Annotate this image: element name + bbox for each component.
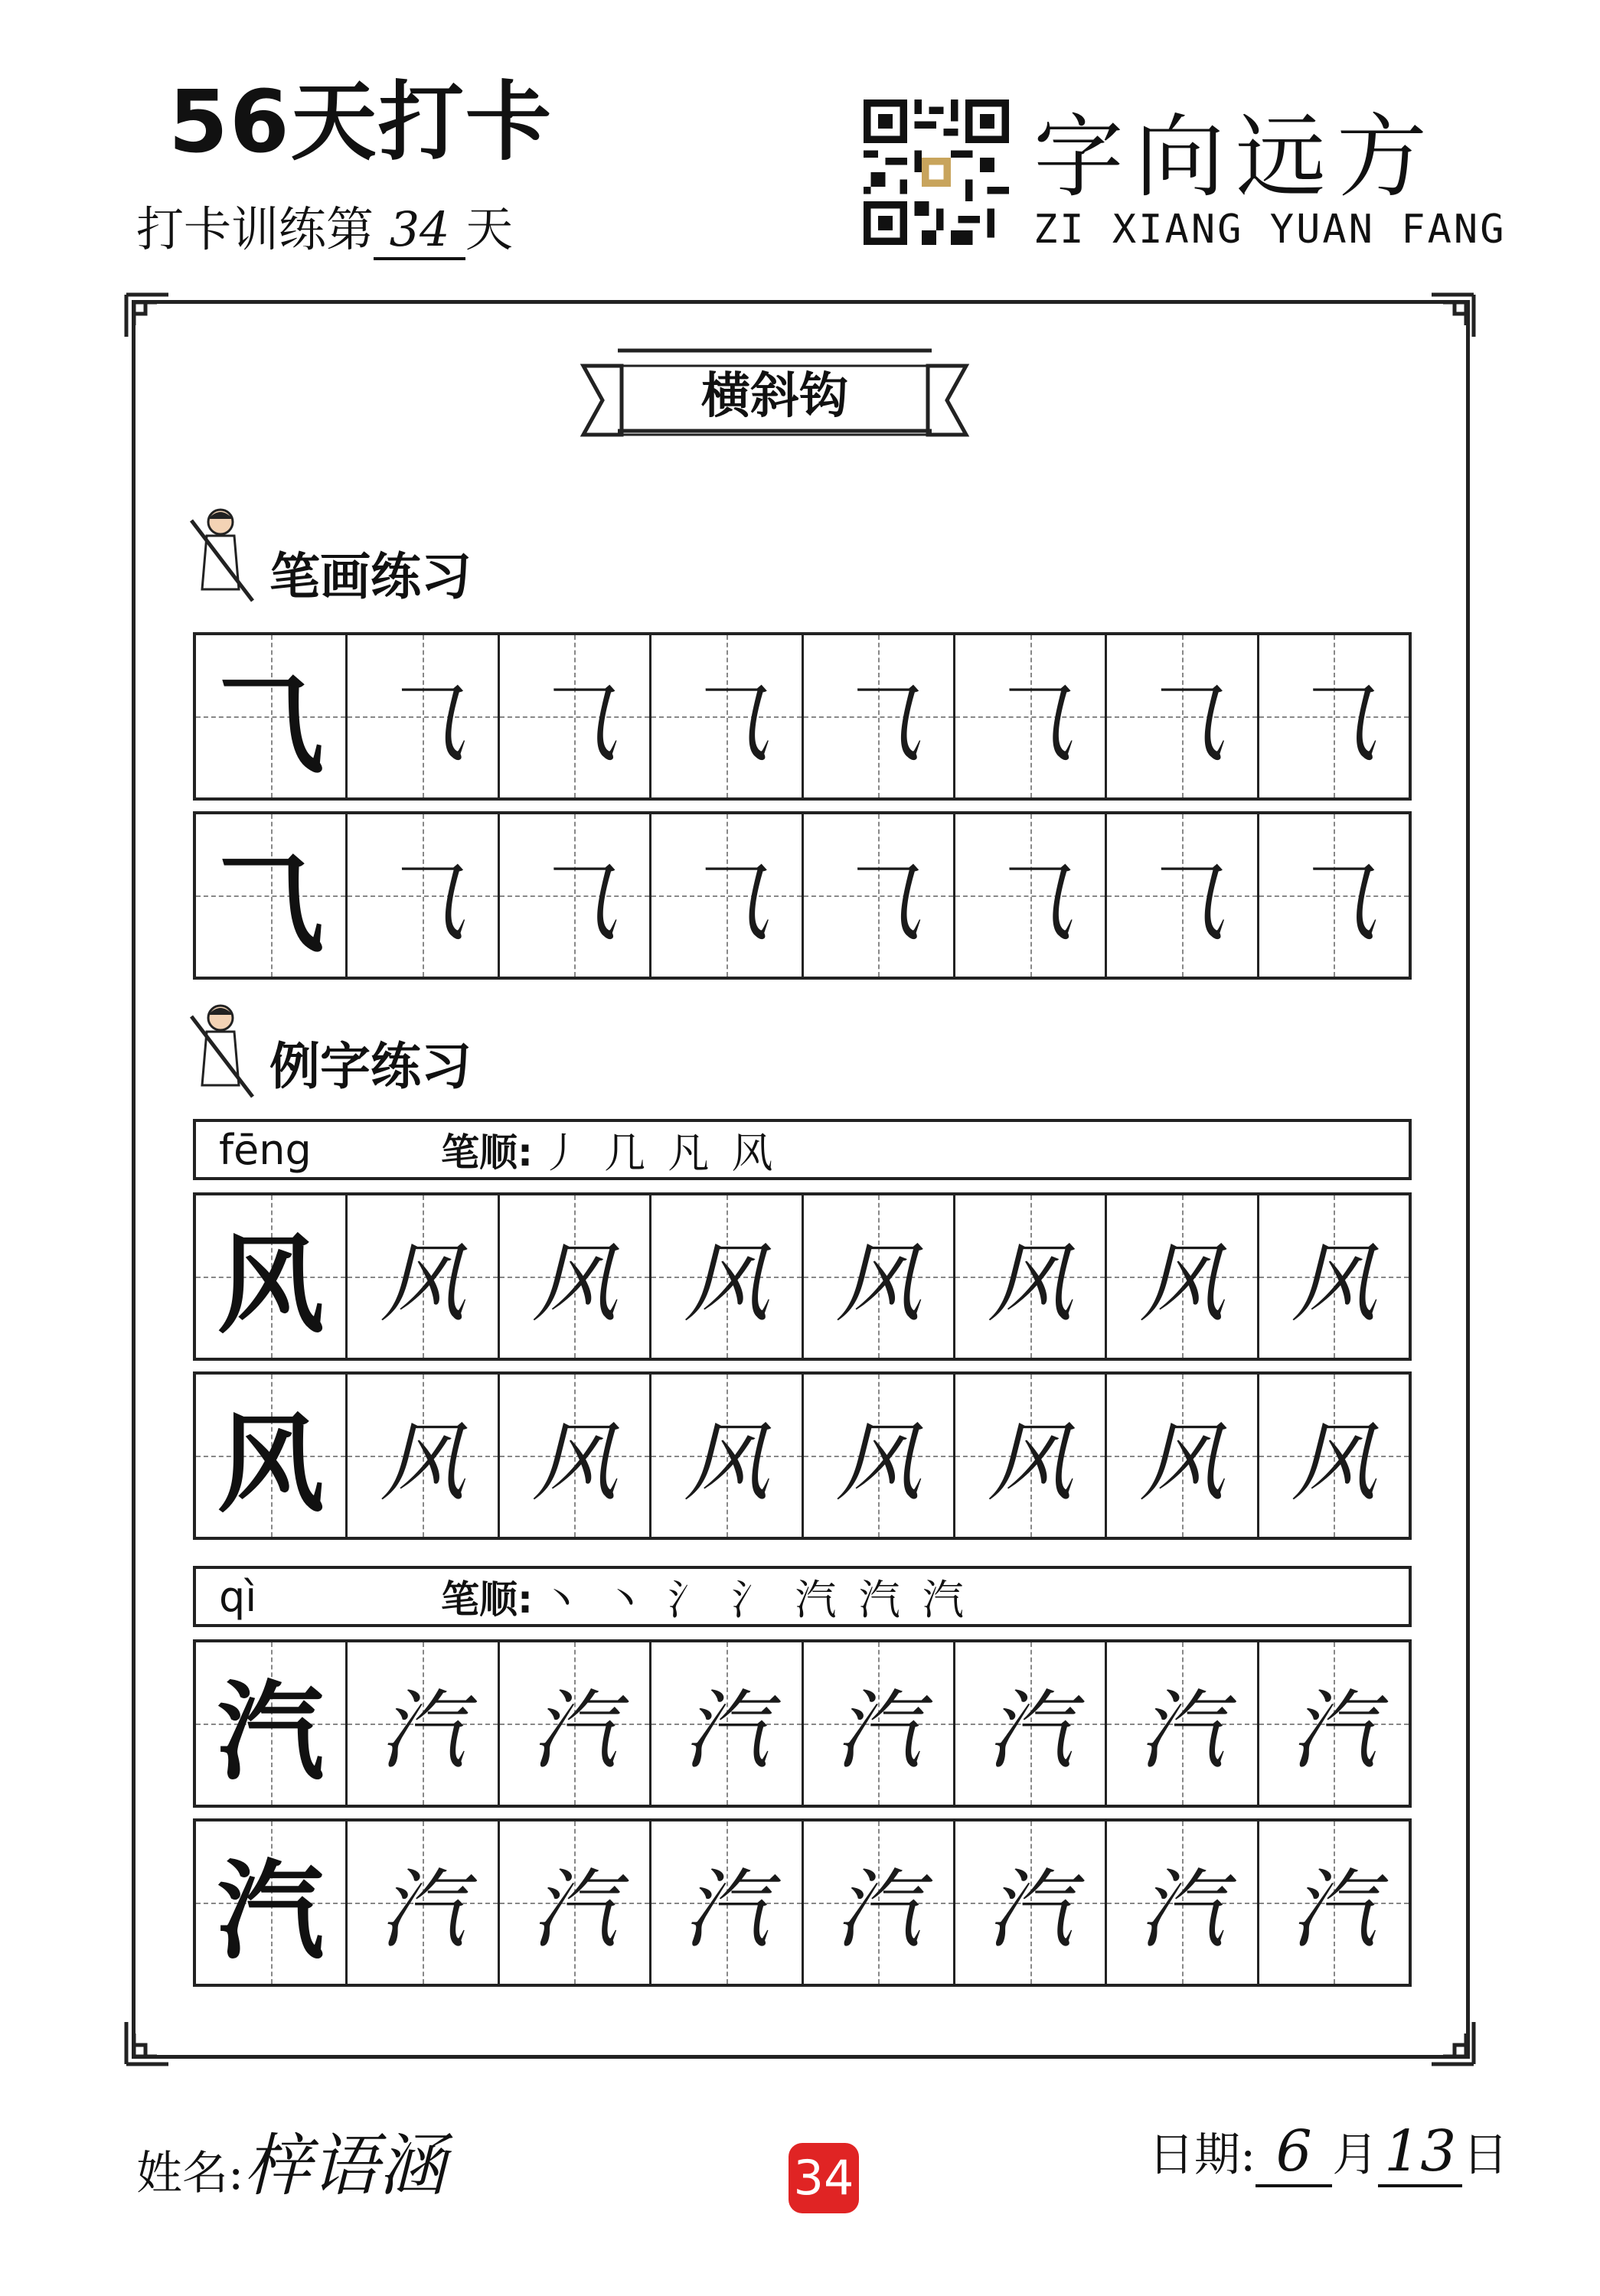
stroke-practice-heading: 笔画练习 xyxy=(269,547,472,606)
handwritten-character: 风 xyxy=(1138,1234,1225,1334)
practice-cell[interactable] xyxy=(196,1821,348,1984)
practice-cell[interactable] xyxy=(651,635,803,797)
handwritten-stroke: ⺄ xyxy=(835,853,922,953)
handwritten-stroke: ⺄ xyxy=(987,853,1073,953)
practice-cell[interactable] xyxy=(196,1375,348,1537)
handwritten-character: 汽 xyxy=(1291,1681,1377,1781)
practice-cell[interactable] xyxy=(500,1642,651,1805)
model-stroke: ⺄ xyxy=(217,663,325,788)
handwritten-character: 汽 xyxy=(1138,1860,1225,1960)
practice-cell[interactable] xyxy=(955,1821,1107,1984)
stroke-order-sequence: 丶 丶 氵 氵 汽 汽 汽 xyxy=(540,1575,968,1624)
corner-ornament-icon xyxy=(1424,2014,1478,2068)
handwritten-character: 汽 xyxy=(835,1860,922,1960)
model-character: 风 xyxy=(217,1223,325,1349)
practice-row xyxy=(193,1371,1412,1540)
handwritten-character: 汽 xyxy=(987,1681,1073,1781)
practice-row xyxy=(193,632,1412,801)
stroke-name-title: 横斜钩 xyxy=(701,368,848,425)
stroke-order-label: 笔顺: xyxy=(441,1130,533,1175)
practice-cell[interactable] xyxy=(955,1195,1107,1358)
practice-cell[interactable] xyxy=(804,635,955,797)
handwritten-character: 风 xyxy=(380,1413,466,1513)
handwritten-character: 风 xyxy=(1138,1413,1225,1513)
model-character: 汽 xyxy=(217,1670,325,1795)
handwritten-stroke: ⺄ xyxy=(683,673,769,774)
character-block-feng xyxy=(193,1119,1412,1540)
practice-cell[interactable] xyxy=(348,1642,499,1805)
handwritten-character: 风 xyxy=(531,1234,618,1334)
date-label: 日期: xyxy=(1148,2128,1256,2182)
practice-cell[interactable] xyxy=(1259,1375,1409,1537)
practice-cell[interactable] xyxy=(804,1642,955,1805)
day-label: 日 xyxy=(1462,2128,1509,2182)
handwritten-character: 风 xyxy=(683,1234,769,1334)
handwritten-stroke: ⺄ xyxy=(1291,853,1377,953)
practice-cell[interactable] xyxy=(1259,1195,1409,1358)
handwritten-character: 汽 xyxy=(683,1860,769,1960)
stroke-order-sequence: 丿 几 凡 风 xyxy=(540,1128,778,1177)
practice-cell[interactable] xyxy=(500,1821,651,1984)
practice-cell[interactable] xyxy=(348,1375,499,1537)
handwritten-character: 汽 xyxy=(380,1860,466,1960)
handwritten-stroke: ⺄ xyxy=(380,673,466,774)
corner-ornament-icon xyxy=(122,2014,176,2068)
month-field[interactable]: 6 xyxy=(1256,2118,1332,2187)
practice-cell[interactable] xyxy=(651,814,803,977)
handwritten-character: 汽 xyxy=(531,1681,618,1781)
handwritten-stroke: ⺄ xyxy=(987,673,1073,774)
handwritten-character: 风 xyxy=(531,1413,618,1513)
practice-cell[interactable] xyxy=(348,1821,499,1984)
handwritten-character: 风 xyxy=(1291,1413,1377,1513)
handwritten-character: 汽 xyxy=(835,1681,922,1781)
stroke-practice-grid xyxy=(193,632,1412,980)
day-field[interactable]: 13 xyxy=(1378,2118,1462,2187)
handwritten-stroke: ⺄ xyxy=(1138,853,1225,953)
pinyin-bar xyxy=(193,1566,1412,1627)
training-day-line xyxy=(136,191,513,260)
pinyin-bar xyxy=(193,1119,1412,1180)
name-field[interactable]: 梓语涵 xyxy=(243,2126,446,2205)
handwritten-character: 风 xyxy=(380,1234,466,1334)
model-stroke: ⺄ xyxy=(217,842,325,967)
handwritten-character: 风 xyxy=(683,1413,769,1513)
qr-code-icon xyxy=(864,99,1009,245)
practice-cell[interactable] xyxy=(500,814,651,977)
handwritten-stroke: ⺄ xyxy=(531,853,618,953)
practice-cell[interactable] xyxy=(500,635,651,797)
practice-cell[interactable] xyxy=(500,1195,651,1358)
handwritten-stroke: ⺄ xyxy=(1138,673,1225,774)
practice-cell[interactable] xyxy=(348,1195,499,1358)
page-title: 56天打卡 xyxy=(168,73,553,172)
date-field-line xyxy=(1148,2118,1508,2187)
practice-row xyxy=(193,811,1412,980)
handwritten-stroke: ⺄ xyxy=(683,853,769,953)
pinyin-text: qì xyxy=(219,1572,257,1621)
practice-cell[interactable] xyxy=(1259,1642,1409,1805)
practice-cell[interactable] xyxy=(348,814,499,977)
practice-cell[interactable] xyxy=(348,635,499,797)
handwritten-stroke: ⺄ xyxy=(531,673,618,774)
practice-cell[interactable] xyxy=(1259,814,1409,977)
practice-cell[interactable] xyxy=(196,1642,348,1805)
practice-cell[interactable] xyxy=(804,1195,955,1358)
brand-name-chinese: 字向远方 xyxy=(1033,104,1438,210)
practice-cell[interactable] xyxy=(1107,814,1259,977)
handwritten-character: 风 xyxy=(835,1413,922,1513)
practice-cell[interactable] xyxy=(500,1375,651,1537)
scholar-figure-icon xyxy=(184,505,260,605)
practice-cell[interactable] xyxy=(1107,635,1259,797)
brand-name-pinyin: ZI XIANG YUAN FANG xyxy=(1033,207,1507,253)
practice-row xyxy=(193,1639,1412,1808)
handwritten-character: 汽 xyxy=(1138,1681,1225,1781)
practice-cell[interactable] xyxy=(1107,1642,1259,1805)
practice-cell[interactable] xyxy=(651,1195,803,1358)
corner-ornament-icon xyxy=(122,291,176,344)
scholar-figure-icon xyxy=(184,1001,260,1101)
handwritten-stroke: ⺄ xyxy=(835,673,922,774)
model-character: 风 xyxy=(217,1402,325,1528)
practice-cell[interactable] xyxy=(651,1375,803,1537)
handwritten-character: 汽 xyxy=(683,1681,769,1781)
handwritten-character: 风 xyxy=(1291,1234,1377,1334)
practice-cell[interactable] xyxy=(196,1195,348,1358)
month-label: 月 xyxy=(1332,2128,1379,2182)
practice-cell[interactable] xyxy=(804,1821,955,1984)
corner-ornament-icon xyxy=(1424,291,1478,344)
character-block-qi xyxy=(193,1566,1412,1987)
stroke-order-label: 笔顺: xyxy=(441,1577,533,1622)
practice-cell[interactable] xyxy=(955,635,1107,797)
handwritten-character: 风 xyxy=(987,1234,1073,1334)
practice-cell[interactable] xyxy=(955,1642,1107,1805)
handwritten-character: 风 xyxy=(987,1413,1073,1513)
handwritten-character: 汽 xyxy=(1291,1860,1377,1960)
practice-cell[interactable] xyxy=(651,1821,803,1984)
page-number-badge: 34 xyxy=(789,2143,859,2213)
practice-cell[interactable] xyxy=(955,814,1107,977)
practice-cell[interactable] xyxy=(1107,1821,1259,1984)
name-field-line xyxy=(136,2112,446,2209)
practice-cell[interactable] xyxy=(196,814,348,977)
practice-cell[interactable] xyxy=(1259,1821,1409,1984)
model-character: 汽 xyxy=(217,1849,325,1975)
handwritten-character: 汽 xyxy=(380,1681,466,1781)
practice-cell[interactable] xyxy=(1107,1375,1259,1537)
practice-cell[interactable] xyxy=(1107,1195,1259,1358)
practice-cell[interactable] xyxy=(804,1375,955,1537)
example-practice-heading: 例字练习 xyxy=(269,1037,472,1096)
practice-cell[interactable] xyxy=(196,635,348,797)
day-number-field[interactable]: 34 xyxy=(374,201,465,260)
pinyin-text: fēng xyxy=(219,1125,312,1174)
day-suffix: 天 xyxy=(465,201,514,257)
practice-row xyxy=(193,1192,1412,1361)
handwritten-character: 风 xyxy=(835,1234,922,1334)
practice-cell[interactable] xyxy=(651,1642,803,1805)
handwritten-character: 汽 xyxy=(987,1860,1073,1960)
handwritten-stroke: ⺄ xyxy=(380,853,466,953)
practice-cell[interactable] xyxy=(1259,635,1409,797)
day-prefix: 打卡训练第 xyxy=(136,201,374,257)
practice-cell[interactable] xyxy=(955,1375,1107,1537)
handwritten-stroke: ⺄ xyxy=(1291,673,1377,774)
practice-row xyxy=(193,1818,1412,1987)
handwritten-character: 汽 xyxy=(531,1860,618,1960)
name-label: 姓名: xyxy=(136,2147,244,2200)
practice-cell[interactable] xyxy=(804,814,955,977)
